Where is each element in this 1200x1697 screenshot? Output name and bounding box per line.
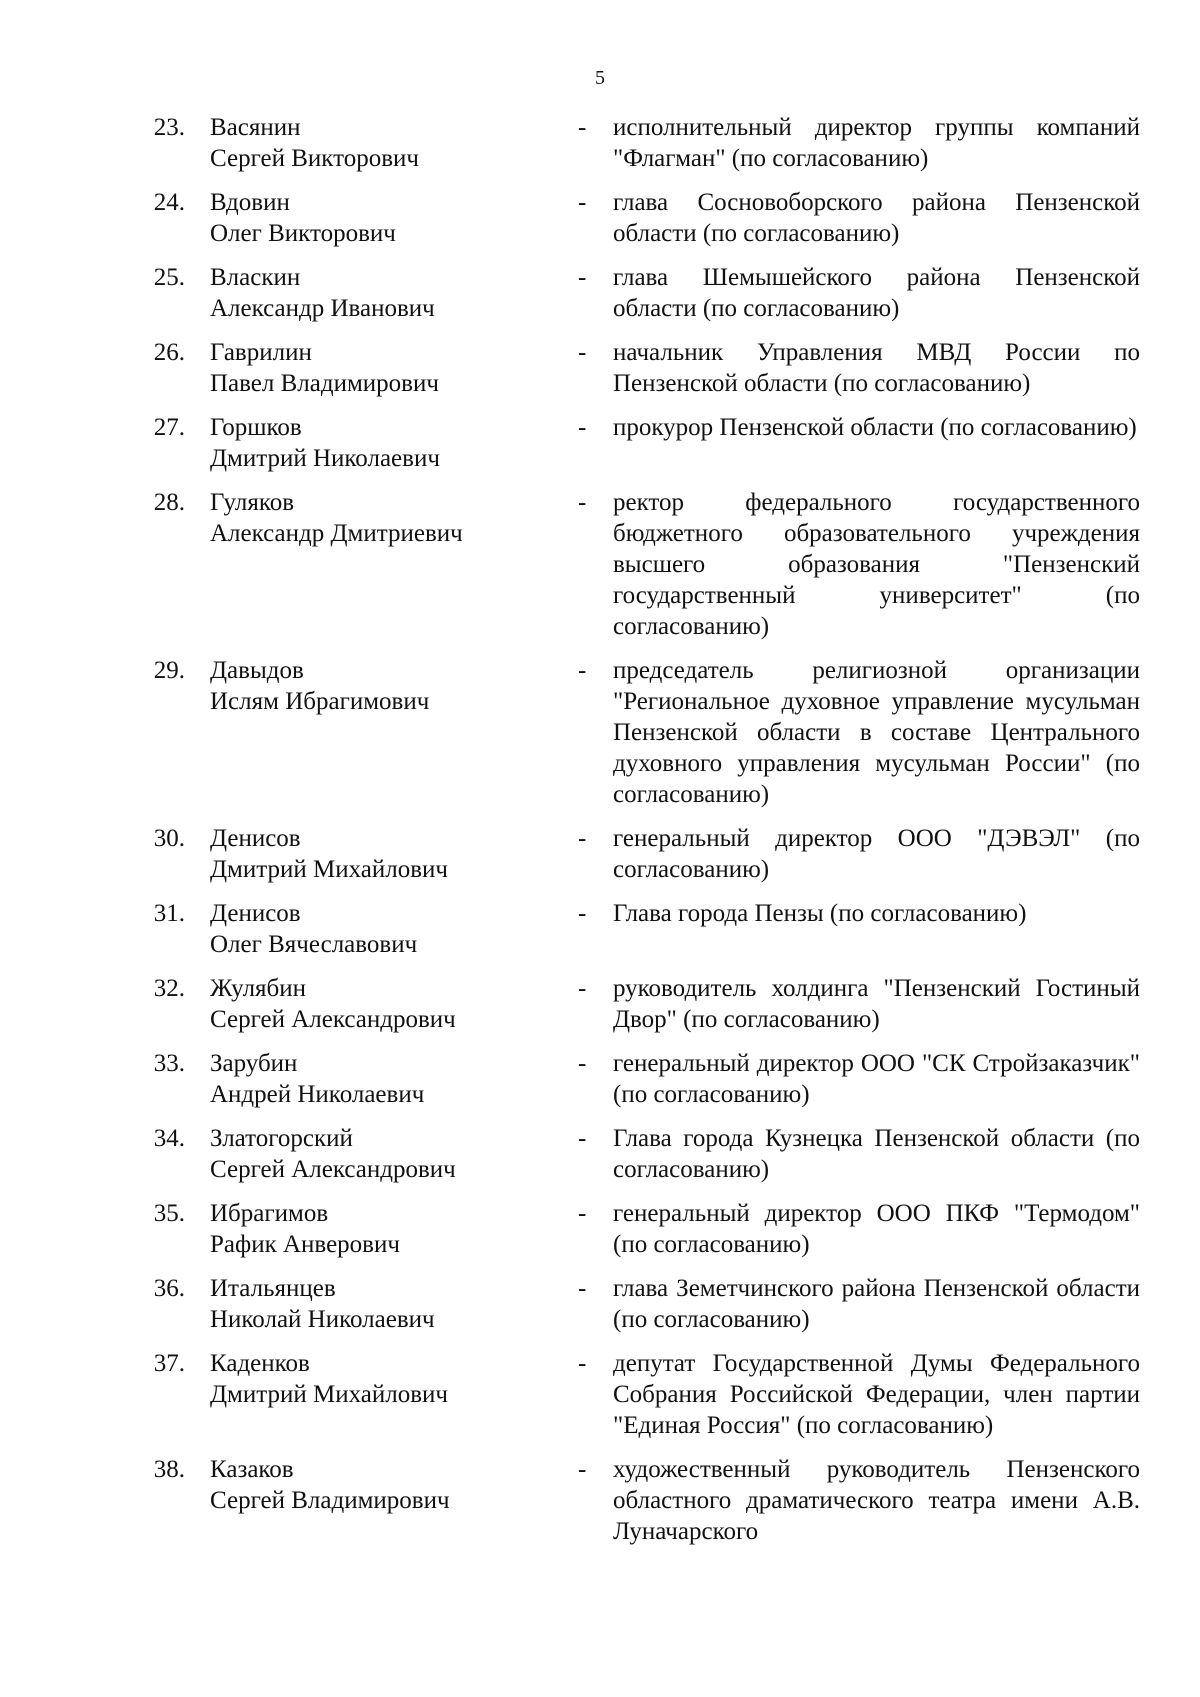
entry-surname: Гаврилин [210, 339, 312, 366]
entry-given-names: Александр Дмитриевич [210, 520, 463, 547]
entry-name [210, 1273, 550, 1335]
entry-position: начальник Управления МВД России по Пензенской области (по согласованию) [613, 339, 1140, 397]
list-item [0, 187, 1200, 249]
entry-position: генеральный директор ООО "ДЭВЭЛ" (по согласованию) [613, 825, 1140, 883]
entry-given-names: Андрей Николаевич [210, 1081, 425, 1108]
entry-position: генеральный директор ООО ПКФ "Термодом" (по согласованию) [613, 1200, 1140, 1258]
page-number: 5 [595, 67, 605, 89]
entry-surname: Каденков [210, 1350, 310, 1377]
entry-dash: - [578, 414, 587, 441]
entry-position: глава Сосновоборского района Пензенской области (по согласованию) [613, 189, 1140, 247]
list-item [0, 487, 1200, 642]
entry-number: 29. [153, 657, 185, 684]
entry-surname: Итальянцев [210, 1275, 336, 1302]
entry-given-names: Олег Вячеславович [210, 931, 418, 958]
entry-name [210, 187, 550, 249]
entry-number: 35. [153, 1200, 185, 1227]
entry-position: глава Земетчинского района Пензенской области (по согласованию) [613, 1275, 1140, 1333]
list-item [0, 412, 1200, 474]
entry-number: 36. [153, 1275, 185, 1302]
entry-position: глава Шемышейского района Пензенской области (по согласованию) [613, 264, 1140, 322]
entry-given-names: Дмитрий Михайлович [210, 856, 448, 883]
entry-dash: - [578, 825, 587, 852]
entry-dash: - [578, 1350, 587, 1377]
entry-given-names: Сергей Александрович [210, 1156, 456, 1183]
entry-surname: Денисов [210, 825, 301, 852]
entry-number: 28. [153, 489, 185, 516]
entry-surname: Васянин [210, 114, 301, 141]
entry-number: 30. [153, 825, 185, 852]
entry-given-names: Николай Николаевич [210, 1306, 435, 1333]
entry-surname: Горшков [210, 414, 302, 441]
entry-given-names: Дмитрий Николаевич [210, 445, 440, 472]
entry-name [210, 262, 550, 324]
entry-given-names: Павел Владимирович [210, 370, 439, 397]
list-item [0, 898, 1200, 960]
entry-dash: - [578, 657, 587, 684]
entry-dash: - [578, 1050, 587, 1077]
entry-position: Глава города Пензы (по согласованию) [613, 900, 1027, 927]
list-item [0, 823, 1200, 885]
entry-name [210, 1348, 550, 1410]
entry-number: 31. [153, 900, 185, 927]
entry-dash: - [578, 339, 587, 366]
list-item [0, 1048, 1200, 1110]
entry-number: 34. [153, 1125, 185, 1152]
entry-number: 38. [153, 1456, 185, 1483]
entry-position: исполнительный директор группы компаний "Флагман" (по согласованию) [613, 114, 1140, 172]
entry-number: 32. [153, 975, 185, 1002]
entry-dash: - [578, 1125, 587, 1152]
entry-surname: Власкин [210, 264, 301, 291]
entry-given-names: Александр Иванович [210, 295, 435, 322]
entry-surname: Вдовин [210, 189, 290, 216]
entry-name [210, 412, 550, 474]
list-item [0, 1198, 1200, 1260]
entry-given-names: Рафик Анверович [210, 1231, 400, 1258]
entry-dash: - [578, 489, 587, 516]
entry-surname: Жулябин [210, 975, 307, 1002]
entry-given-names: Дмитрий Михайлович [210, 1381, 448, 1408]
entry-number: 23. [153, 114, 185, 141]
entry-position: художественный руководитель Пензенского областного драматического театра имени А.В. Луначарского [613, 1456, 1140, 1545]
entry-surname: Зарубин [210, 1050, 298, 1077]
entry-surname: Денисов [210, 900, 301, 927]
list-item [0, 337, 1200, 399]
entry-position: Глава города Кузнецка Пензенской области (по согласованию) [613, 1125, 1140, 1183]
entry-given-names: Сергей Владимирович [210, 1487, 450, 1514]
entry-number: 37. [153, 1350, 185, 1377]
entry-name [210, 973, 550, 1035]
entry-position: председатель религиозной организации "Региональное духовное управление мусульман Пензенской области в составе Центрального духовного управления мусульман России" (по согласованию) [613, 657, 1140, 808]
entry-number: 25. [153, 264, 185, 291]
list-item [0, 973, 1200, 1035]
entry-number: 26. [153, 339, 185, 366]
entry-given-names: Сергей Александрович [210, 1006, 456, 1033]
entry-surname: Давыдов [210, 657, 304, 684]
entry-dash: - [578, 1200, 587, 1227]
list-item [0, 262, 1200, 324]
entry-position: руководитель холдинга "Пензенский Гостиный Двор" (по согласованию) [613, 975, 1140, 1033]
entry-position: прокурор Пензенской области (по согласованию) [613, 414, 1137, 441]
entry-given-names: Ислям Ибрагимович [210, 688, 430, 715]
list-item [0, 1123, 1200, 1185]
entry-position: депутат Государственной Думы Федерального Собрания Российской Федерации, член партии "Единая Россия" (по согласованию) [613, 1350, 1140, 1439]
entry-number: 33. [153, 1050, 185, 1077]
entry-name [210, 337, 550, 399]
entry-name [210, 823, 550, 885]
entry-name [210, 487, 550, 549]
entry-name [210, 112, 550, 174]
entry-name [210, 655, 550, 717]
list-item [0, 1273, 1200, 1335]
entry-position: генеральный директор ООО "СК Стройзаказчик" (по согласованию) [613, 1050, 1140, 1108]
entry-dash: - [578, 264, 587, 291]
member-list [0, 112, 1200, 1560]
entry-position: ректор федерального государственного бюджетного образовательного учреждения высшего образования "Пензенский государственный университет" (по согласованию) [613, 489, 1140, 640]
list-item [0, 1454, 1200, 1547]
entry-name [210, 1454, 550, 1516]
entry-name [210, 898, 550, 960]
entry-dash: - [578, 975, 587, 1002]
entry-surname: Ибрагимов [210, 1200, 329, 1227]
entry-name [210, 1048, 550, 1110]
list-item [0, 655, 1200, 810]
entry-dash: - [578, 189, 587, 216]
entry-dash: - [578, 900, 587, 927]
entry-given-names: Сергей Викторович [210, 145, 419, 172]
entry-given-names: Олег Викторович [210, 220, 396, 247]
entry-name [210, 1123, 550, 1185]
entry-dash: - [578, 114, 587, 141]
entry-number: 27. [153, 414, 185, 441]
list-item [0, 112, 1200, 174]
entry-dash: - [578, 1456, 587, 1483]
entry-number: 24. [153, 189, 185, 216]
list-item [0, 1348, 1200, 1441]
entry-dash: - [578, 1275, 587, 1302]
entry-surname: Казаков [210, 1456, 294, 1483]
entry-surname: Златогорский [210, 1125, 353, 1152]
entry-surname: Гуляков [210, 489, 295, 516]
entry-name [210, 1198, 550, 1260]
